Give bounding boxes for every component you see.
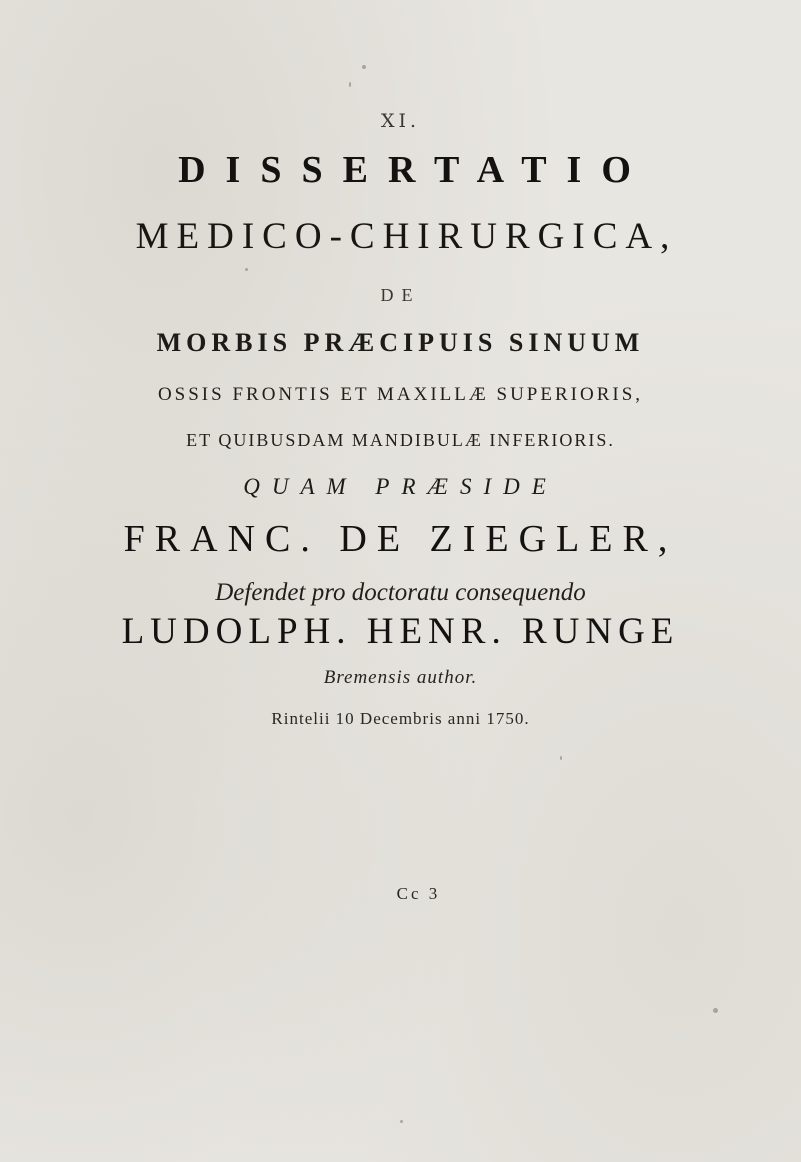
document-title: DISSERTATIO	[178, 149, 651, 191]
paper-speck	[400, 1120, 403, 1123]
signature-mark: Cc 3	[396, 884, 441, 903]
topic-line-2: OSSIS FRONTIS ET MAXILLÆ SUPERIORIS,	[157, 384, 644, 405]
document-subtitle: MEDICO-CHIRURGICA,	[135, 216, 678, 257]
place-date: Rintelii 10 Decembris anni 1750.	[271, 709, 530, 728]
topic-line-1: MORBIS PRÆCIPUIS SINUUM	[156, 328, 645, 357]
defendet-line: Defendet pro doctoratu consequendo	[215, 579, 586, 606]
section-number: XI.	[380, 110, 421, 132]
paper-speck	[362, 65, 366, 69]
topic-line-3: ET QUIBUSDAM MANDIBULÆ INFERIORIS.	[186, 430, 615, 450]
preposition-de: DE	[380, 285, 421, 305]
praeses-name: FRANC. DE ZIEGLER,	[123, 518, 678, 560]
paper-speck	[560, 756, 562, 760]
paper-speck	[245, 268, 248, 271]
author-name: LUDOLPH. HENR. RUNGE	[121, 611, 680, 652]
praeside-line: QUAM PRÆSIDE	[243, 474, 558, 499]
paper-speck	[713, 1008, 718, 1013]
paper-speck	[349, 82, 351, 87]
author-origin: Bremensis author.	[323, 667, 478, 688]
